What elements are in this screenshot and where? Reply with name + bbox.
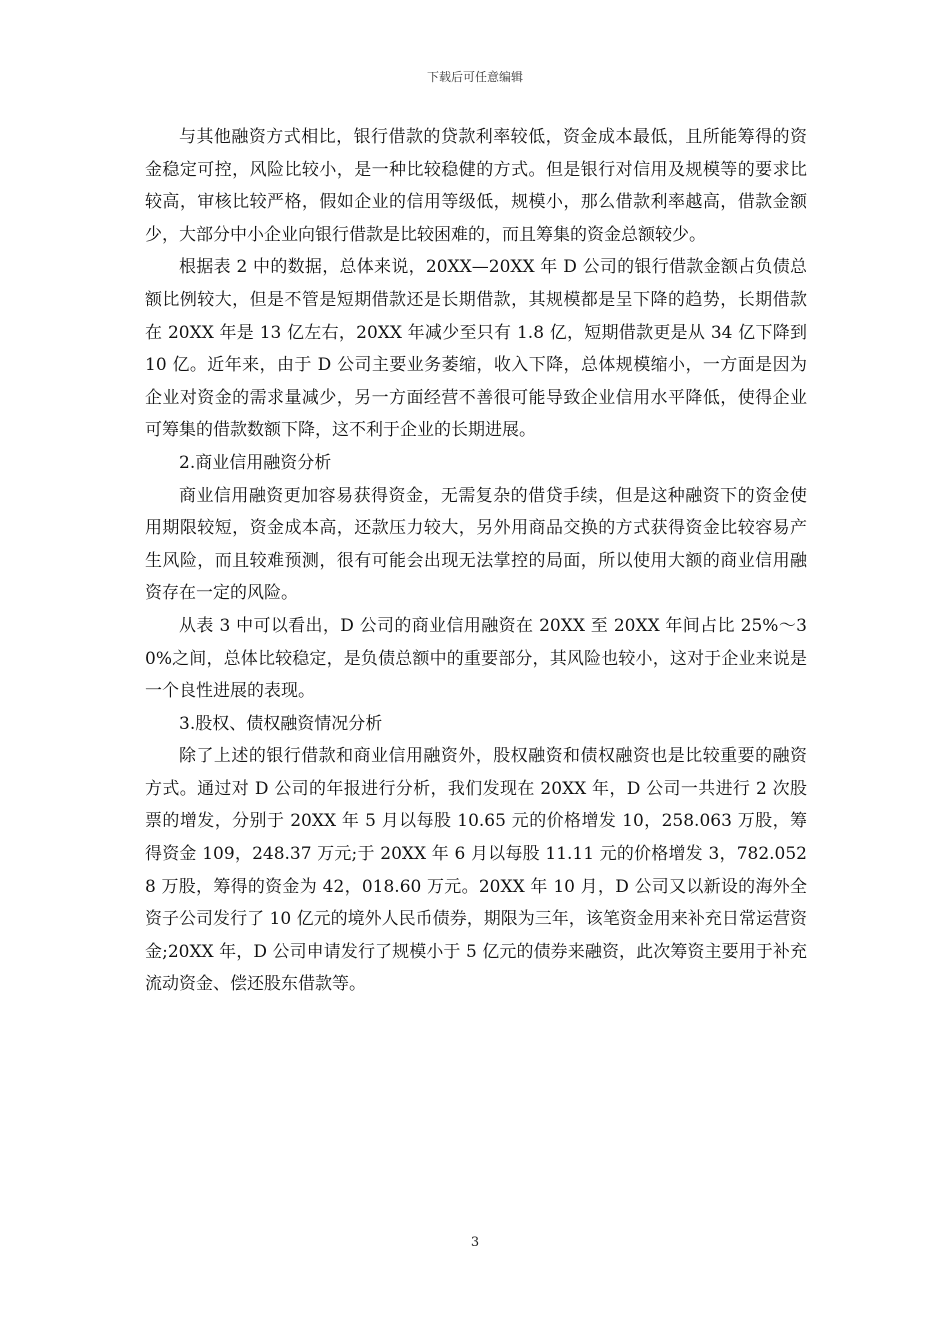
page-number: 3 [470,1235,480,1250]
paragraph-commercial-credit: 商业信用融资更加容易获得资金，无需复杂的借贷手续，但是这种融资下的资金使用期限较短，资金成本高，还款压力较大，另外用商品交换的方式获得资金比较容易产生风险，而且较难预测，很有可能会出现无法掌控的局面，所以使用大额的商业信用融资存在一定的风险。 [145,485,807,604]
section-heading-equity-debt: 3.股权、债权融资情况分析 [179,713,383,734]
paragraph-table3-analysis: 从表 3 中可以看出，D 公司的商业信用融资在 20XX 至 20XX 年间占比 25%～30%之间，总体比较稳定，是负债总额中的重要部分，其风险也较小，这对于企业来说是一个良性进展的表现。 [145,615,807,702]
page-header: 下载后可任意编辑 [426,70,523,84]
paragraph-table2-analysis: 根据表 2 中的数据，总体来说，20XX—20XX 年 D 公司的银行借款金额占负债总额比例较大，但是不管是短期借款还是长期借款，其规模都是呈下降的趋势，长期借款在 20XX 年是 13 亿左右，20XX 年减少至只有 1.8 亿，短期借款更是从 34 亿下降到 10 亿。近年来，由于 D 公司主要业务萎缩，收入下降，总体规模缩小，一方面是因为企业对资金的需求量减少，另一方面经营不善很可能导致企业信用水平降低，使得企业可筹集的借款数额下降，这不利于企业的长期进展。 [145,257,807,441]
document-body [145,121,807,1001]
paragraph-bank-loan-comparison: 与其他融资方式相比，银行借款的贷款利率较低，资金成本最低，且所能筹得的资金稳定可控，风险比较小，是一种比较稳健的方式。但是银行对信用及规模等的要求比较高，审核比较严格，假如企业的信用等级低，规模小，那么借款利率越高，借款金额少，大部分中小企业向银行借款是比较困难的，而且筹集的资金总额较少。 [145,127,807,245]
section-heading-commercial-credit: 2.商业信用融资分析 [179,452,332,473]
paragraph-equity-debt: 除了上述的银行借款和商业信用融资外，股权融资和债权融资也是比较重要的融资方式。通过对 D 公司的年报进行分析，我们发现在 20XX 年，D 公司一共进行 2 次股票的增发，分别于 20XX 年 5 月以每股 10.65 元的价格增发 10，258.063 万股，筹得资金 109，248.37 万元;于 20XX 年 6 月以每股 11.11 元的价格增发 3，782.0528 万股，筹得的资金为 42，018.60 万元。20XX 年 10 月，D 公司又以新设的海外全资子公司发行了 10 亿元的境外人民币债券，期限为三年，该笔资金用来补充日常运营资金;20XX 年，D 公司申请发行了规模小于 5 亿元的债券来融资，此次筹资主要用于补充流动资金、偿还股东借款等。 [145,746,807,995]
